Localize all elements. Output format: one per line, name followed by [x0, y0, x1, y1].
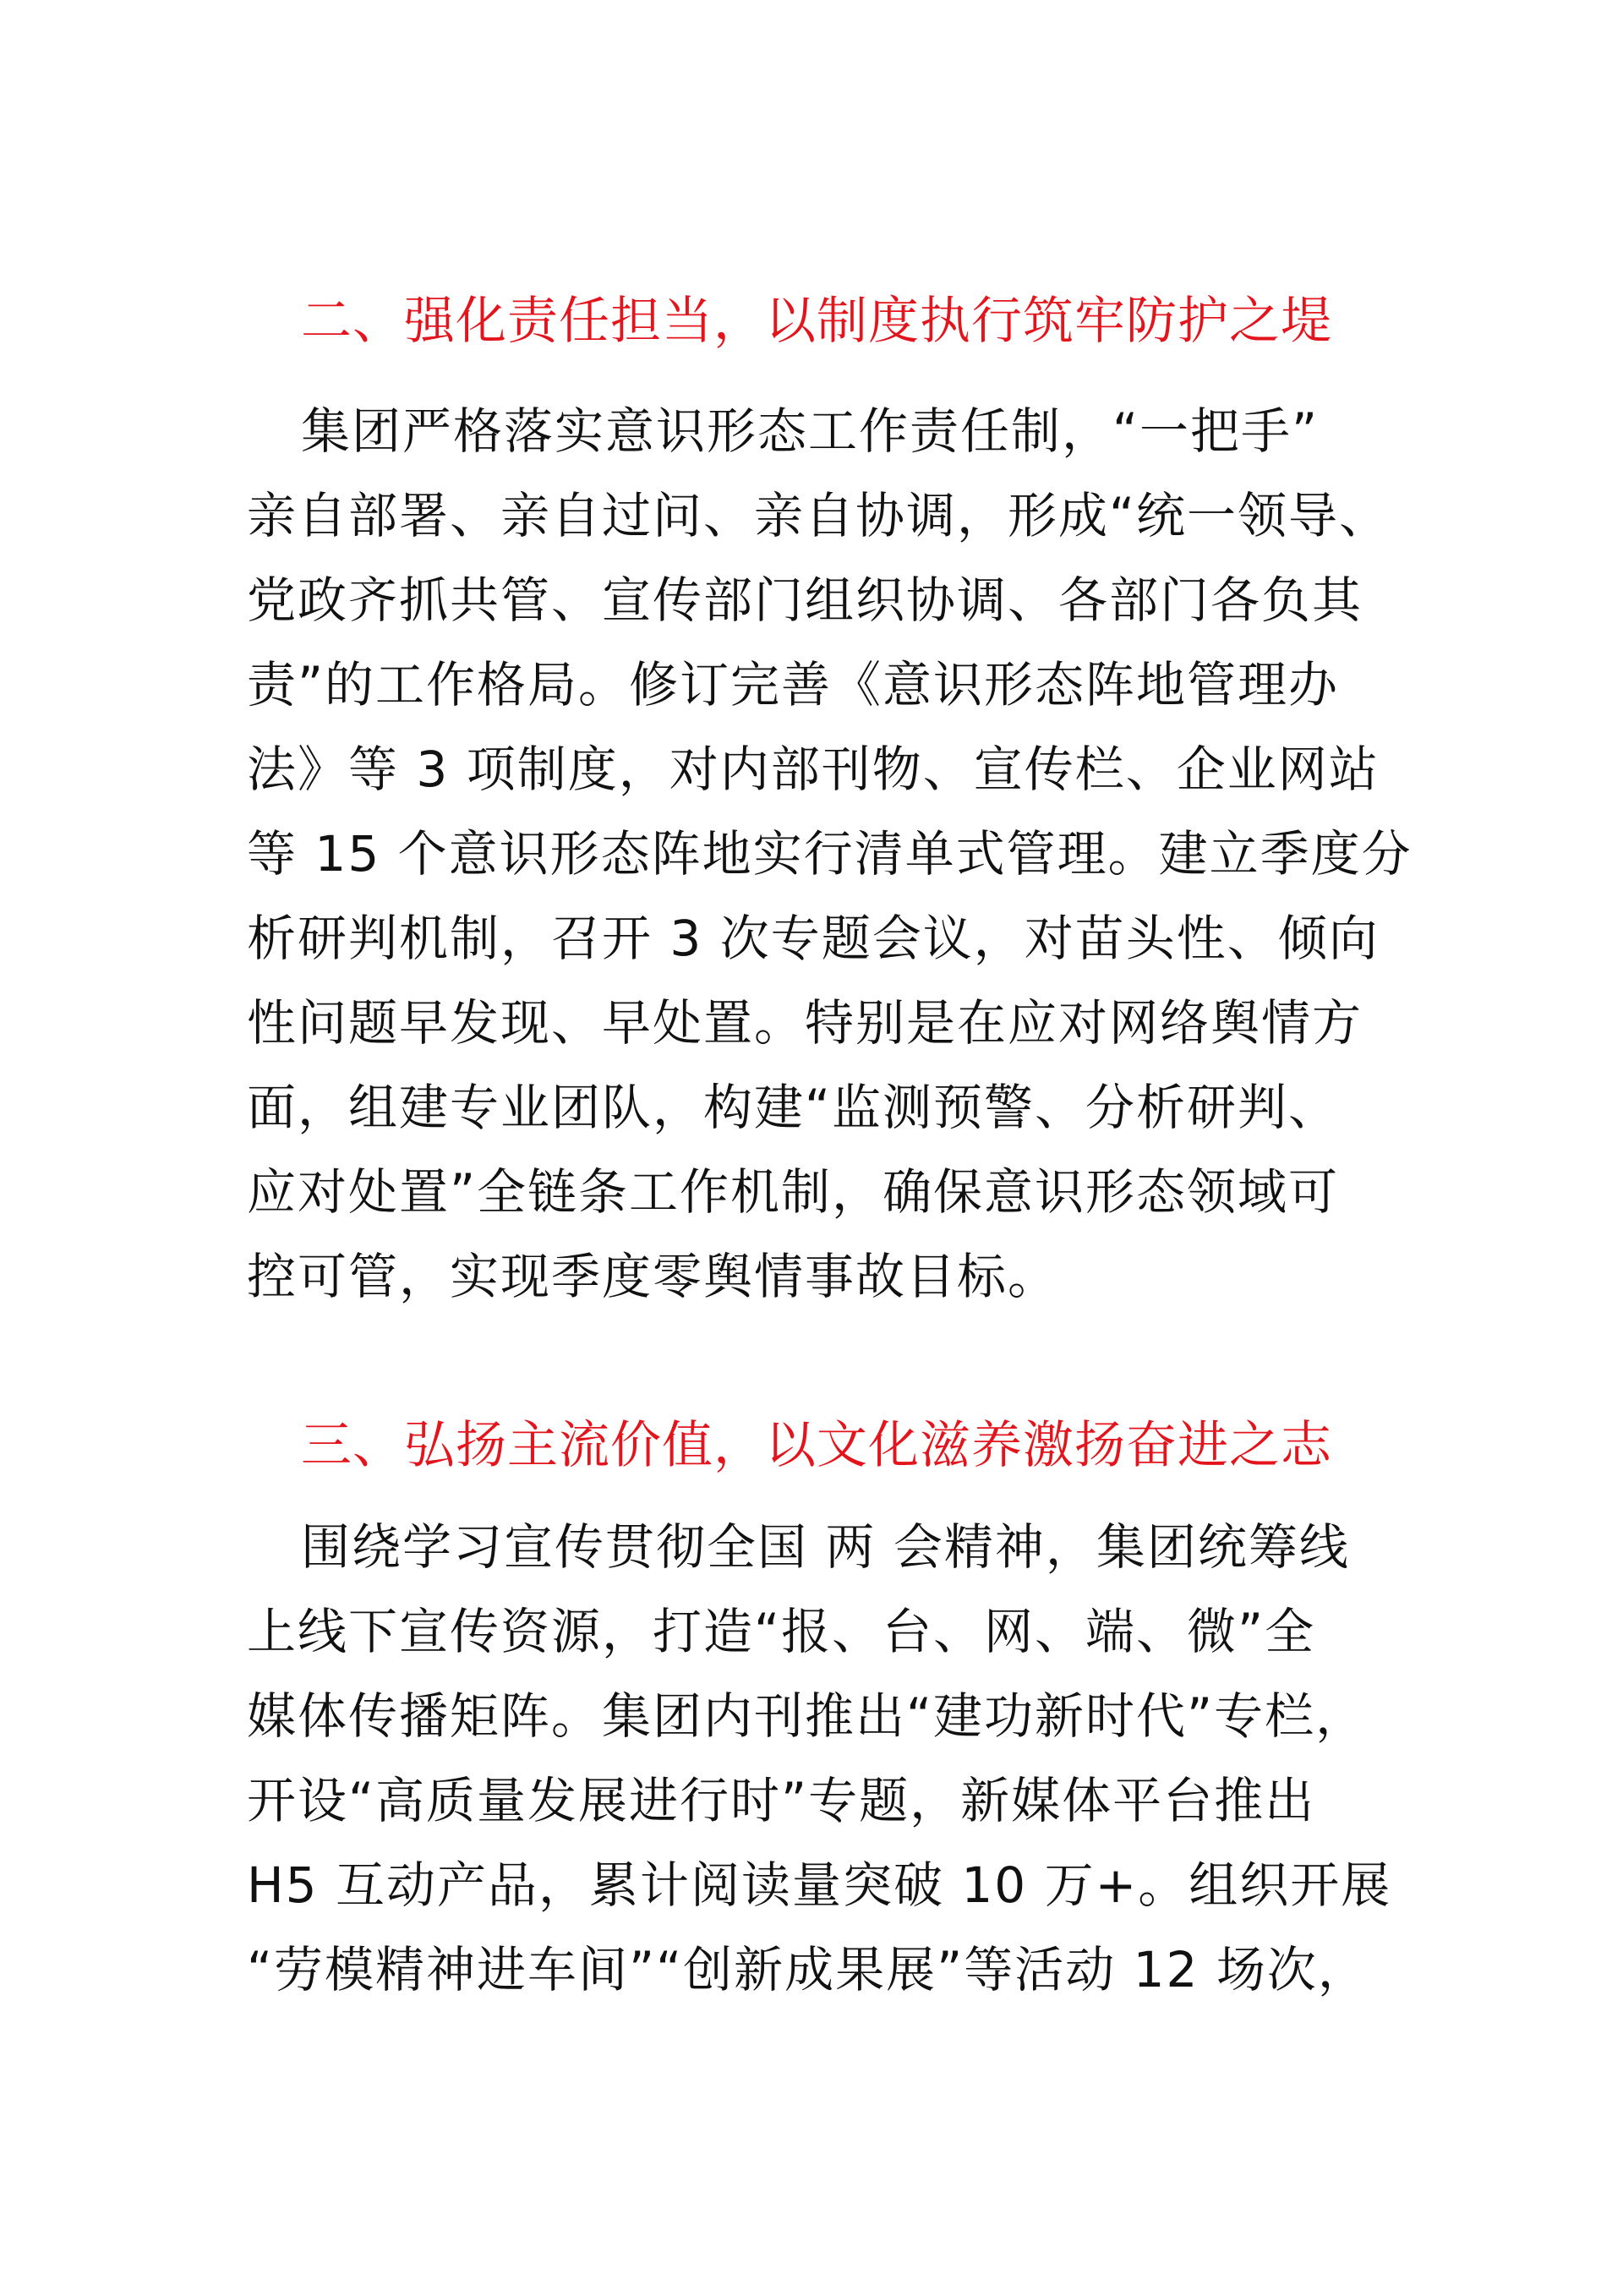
body-line: 亲自部署、亲自过问、亲自协调，形成“统一领导、: [247, 487, 1391, 544]
section-body: [247, 1505, 1396, 2012]
body-line: 法》等 3 项制度，对内部刊物、宣传栏、企业网站: [247, 741, 1380, 798]
body-line: 性问题早发现、早处置。特别是在应对网络舆情方: [247, 994, 1363, 1052]
section-two: [247, 279, 1413, 1319]
body-line: 集团严格落实意识形态工作责任制，“一把手”: [301, 402, 1320, 460]
body-line: 开设“高质量发展进行时”专题，新媒体平台推出: [247, 1772, 1316, 1829]
body-line: H5 互动产品，累计阅读量突破 10 万+。组织开展: [247, 1856, 1392, 1914]
body-line: “劳模精神进车间”“创新成果展”等活动 12 场次，: [247, 1941, 1369, 1998]
section-heading: 三、弘扬主流价值，以文化滋养激扬奋进之志: [301, 1416, 1332, 1475]
body-line: 媒体传播矩阵。集团内刊推出“建功新时代”专栏，: [247, 1687, 1367, 1745]
section-heading: 二、强化责任担当，以制度执行筑牢防护之堤: [301, 292, 1332, 351]
body-line: 党政齐抓共管、宣传部门组织协调、各部门各负其: [247, 571, 1363, 629]
body-line: 面，组建专业团队，构建“监测预警、分析研判、: [247, 1079, 1340, 1136]
body-line: 等 15 个意识形态阵地实行清单式管理。建立季度分: [247, 825, 1413, 883]
section-three: [247, 1403, 1396, 2012]
body-line: 控可管，实现季度零舆情事故目标。: [247, 1248, 1059, 1305]
body-line: 析研判机制，召开 3 次专题会议，对苗头性、倾向: [247, 910, 1380, 967]
body-line: 上线下宣传资源，打造“报、台、网、端、微”全: [247, 1603, 1316, 1660]
body-line: 应对处置”全链条工作机制，确保意识形态领域可: [247, 1163, 1340, 1221]
section-body: [247, 389, 1413, 1319]
body-line: 围绕学习宣传贯彻全国 两 会精神，集团统筹线: [301, 1518, 1350, 1576]
body-line: 责”的工作格局。修订完善《意识形态阵地管理办: [247, 656, 1340, 713]
